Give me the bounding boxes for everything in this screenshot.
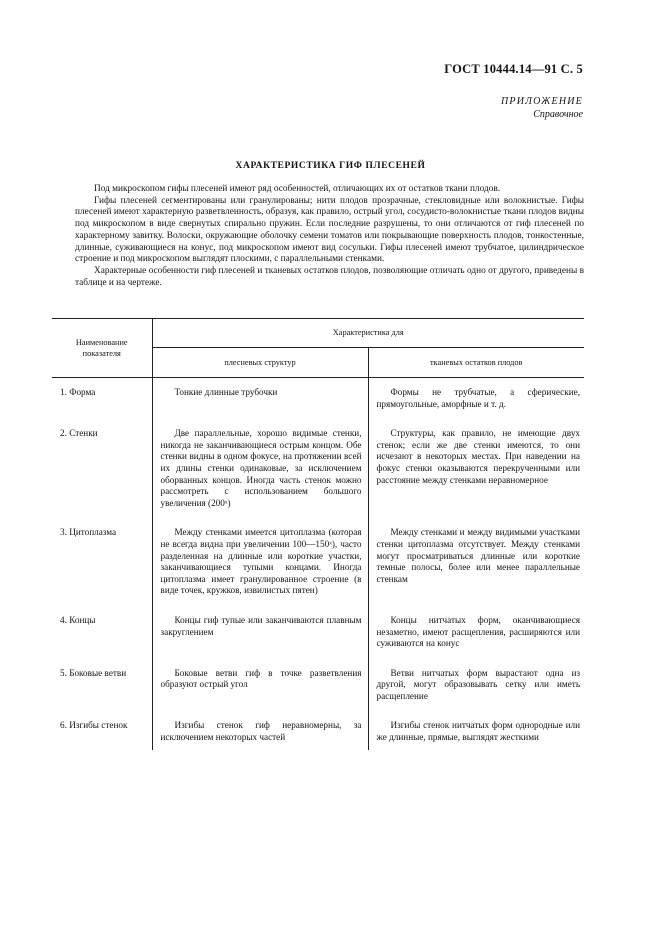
row-mold-text: Две параллельные, хорошо видимые стенки, никогда не заканчивающиеся острым концом. Обе стенки видны в одном фокусе, на протяжении всей их длины стенки одинаковые, за исключением оборванных концов. Иногда часть стенок можно рассмотреть с использованием большого увеличения (200ˣ) <box>160 428 362 508</box>
table-row <box>52 608 584 661</box>
row-tissue-cell <box>368 520 584 608</box>
row-tissue-cell <box>368 713 584 749</box>
row-mold-cell <box>152 520 368 608</box>
standard-header: ГОСТ 10444.14—91 С. 5 <box>444 62 583 76</box>
header-mold-structures: плесневых структур <box>152 348 368 378</box>
header-tissue-remains: тканевых остатков плодов <box>368 348 584 378</box>
comparison-table-wrap <box>52 318 584 750</box>
row-name: 2. Стенки <box>52 421 152 520</box>
table-row <box>52 378 584 422</box>
comparison-table <box>52 318 584 750</box>
appendix-subtitle: Справочное <box>533 109 583 120</box>
intro-text <box>75 184 584 289</box>
row-mold-cell <box>152 378 368 422</box>
row-tissue-text: Между стенками и между видимыми участками стенки цитоплазма отсутствует. Между стенками могут просматриваться длинные или короткие темные полосы, более или менее параллельные стенкам <box>376 527 581 584</box>
row-tissue-text: Формы не трубчатые, а сферические, прямоугольные, аморфные и т. д. <box>376 387 581 409</box>
row-tissue-cell <box>368 661 584 714</box>
row-name: 1. Форма <box>52 378 152 422</box>
appendix-title: ПРИЛОЖЕНИЕ <box>501 96 583 107</box>
paragraph: Под микроскопом гифы плесеней имеют ряд особенностей, отличающих их от остатков ткани плодов. <box>94 184 501 194</box>
row-tissue-cell <box>368 378 584 422</box>
row-mold-text: Боковые ветви гиф в точке разветвления образуют острый угол <box>160 667 362 690</box>
row-tissue-text: Изгибы стенок нитчатых форм однородные или же длинные, прямые, выглядят жесткими <box>376 720 581 743</box>
row-mold-cell <box>152 661 368 714</box>
row-name: 5. Боковые ветви <box>52 661 152 714</box>
table-row <box>52 520 584 608</box>
header-indicator-name: Наименование показателя <box>52 319 152 378</box>
row-mold-text: Изгибы стенок гиф неравномерны, за исключением некоторых частей <box>160 720 362 743</box>
row-mold-cell <box>152 713 368 749</box>
appendix-label <box>501 95 583 121</box>
row-tissue-text: Концы нитчатых форм, оканчивающиеся незаметно, имеют расщепления, расширяются или суживаются на конус <box>376 614 581 649</box>
row-mold-text: Тонкие длинные трубочки <box>174 387 278 397</box>
row-tissue-text: Ветви нитчатых форм вырастают одна из другой, могут образовывать сетку или иметь расщепление <box>376 667 581 701</box>
row-tissue-cell <box>368 421 584 520</box>
row-name: 6. Изгибы стенок <box>52 713 152 749</box>
row-name: 3. Цитоплазма <box>52 520 152 608</box>
table-row <box>52 713 584 749</box>
paragraph: Характерные особенности гиф плесеней и тканевых остатков плодов, позволяющие отличать одно от другого, приведены в таблице и на чертеже. <box>75 265 584 288</box>
row-mold-cell <box>152 608 368 661</box>
paragraph: Гифы плесеней сегментированы или гранулированы; нити плодов прозрачные, стекловидные или волокнистые. Гифы плесеней имеют характерную разветвленность, образуя, как правило, острый угол, сосудисто-волокнистые ткани плодов видны под микроскопом в виде свернутых спирально пружин. Если последние разрушены, то они отличаются от гиф плесеней по характерному завитку. Волоски, окружающие оболочку семени томатов или покрывающие поверхность плодов, тонкостенные, длинные, суживающиеся на конус, под микроскопом имеют вид сосульки. Гифы плесеней имеют трубчатое, цилиндрическое строение и под микроскопом выглядят плоскими, с параллельными стенками. <box>75 195 584 265</box>
row-mold-text: Между стенками имеется цитоплазма (которая не всегда видна при увеличении 100—150ˣ), часто разделенная на длинные или короткие участки, заканчивающиеся тупыми концами. Иногда цитоплазма имеет гранулированное строение (в виде точек, кружков, извилистых пятен) <box>160 527 362 596</box>
row-mold-text: Концы гиф тупые или заканчиваются плавным закруглением <box>160 614 362 637</box>
document-title: ХАРАКТЕРИСТИКА ГИФ ПЛЕСЕНЕЙ <box>235 161 426 171</box>
row-name: 4. Концы <box>52 608 152 661</box>
header-characteristic-group: Характеристика для <box>152 319 584 348</box>
row-mold-cell <box>152 421 368 520</box>
table-row <box>52 661 584 714</box>
row-tissue-cell <box>368 608 584 661</box>
table-row <box>52 421 584 520</box>
row-tissue-text: Структуры, как правило, не имеющие двух стенок; если же две стенки имеются, то они исчезают в некоторых местах. При наведении на фокус стенки оказываются перекрученными или расстояние между стенками неравномерное <box>376 428 581 485</box>
